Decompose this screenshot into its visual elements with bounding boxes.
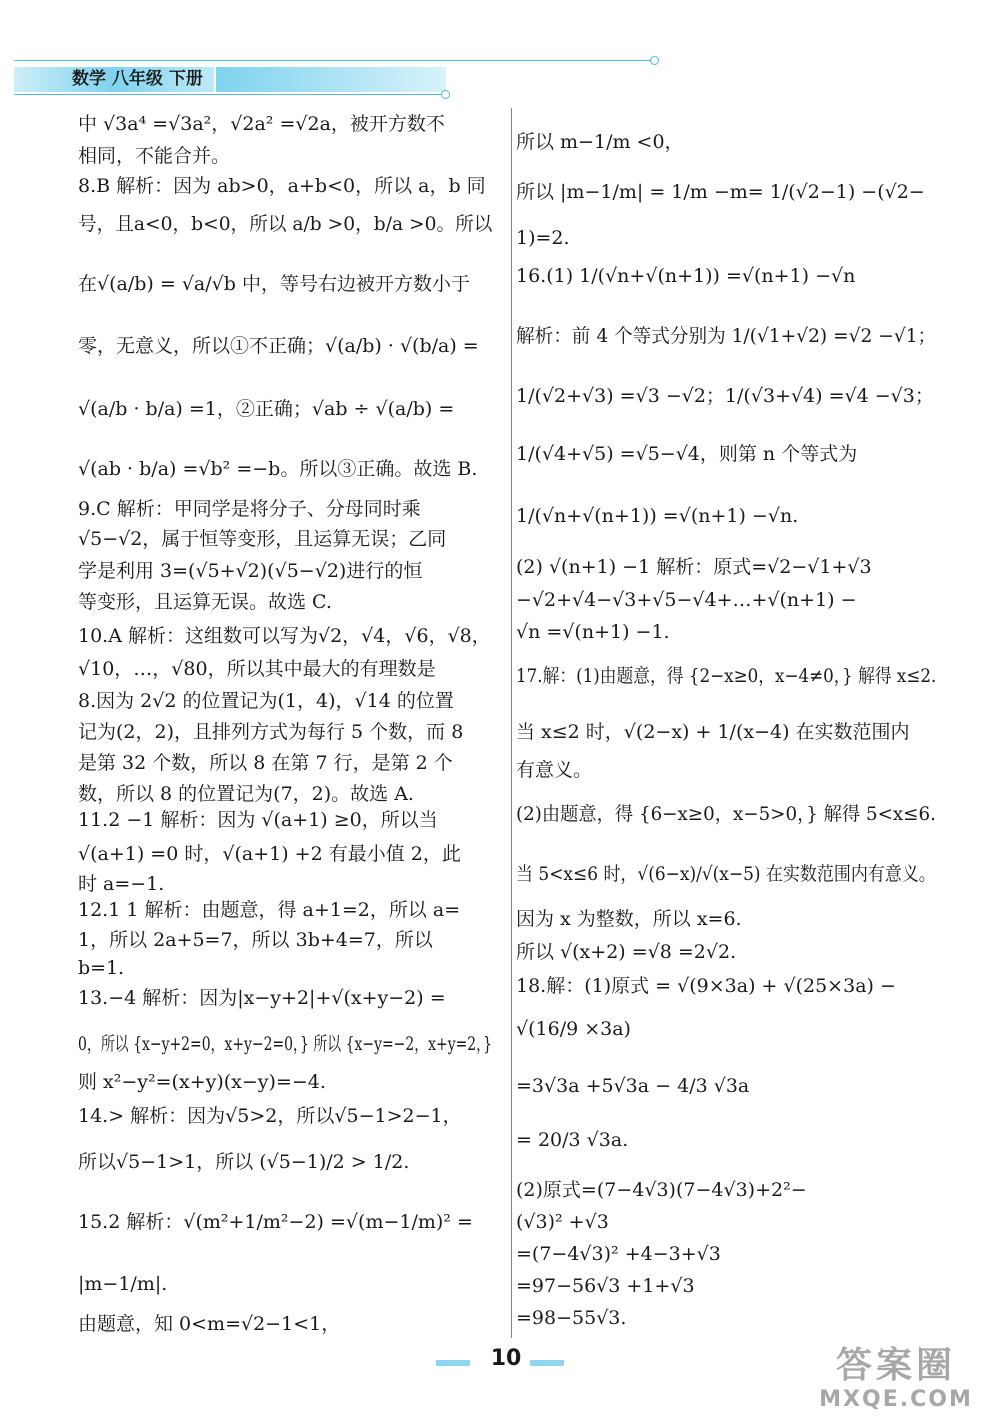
text-line: (2)原式=(7−4√3)(7−4√3)+2²− bbox=[516, 1179, 807, 1201]
text-line: 12.1 1 解析：由题意，得 a+1=2，所以 a= bbox=[78, 899, 461, 921]
text-line: √n =√(n+1) −1. bbox=[516, 621, 670, 643]
text-line: −√2+√4−√3+√5−√4+…+√(n+1) − bbox=[516, 589, 857, 611]
text-line: 所以√5−1>1，所以 (√5−1)/2 > 1/2. bbox=[78, 1151, 410, 1173]
text-line: 18.解：(1)原式 = √(9×3a) + √(25×3a) − bbox=[516, 975, 896, 997]
text-line: = 20/3 √3a. bbox=[516, 1129, 629, 1151]
text-line: 相同，不能合并。 bbox=[78, 145, 231, 167]
text-line: 15.2 解析：√(m²+1/m²−2) =√(m−1/m)² = bbox=[78, 1211, 473, 1233]
text-line: =97−56√3 +1+√3 bbox=[516, 1275, 695, 1297]
text-line: √(16/9 ×3a) bbox=[516, 1018, 631, 1040]
text-line: 1/(√n+√(n+1)) =√(n+1) −√n. bbox=[516, 505, 799, 527]
header-band-right bbox=[216, 67, 446, 92]
text-line: 8.B 解析：因为 ab>0，a+b<0，所以 a，b 同 bbox=[78, 175, 486, 197]
page-number-deco-left bbox=[436, 1360, 470, 1366]
text-line: √5−√2，属于恒等变形，且运算无误；乙同 bbox=[78, 528, 447, 550]
text-line: 所以 √(x+2) =√8 =2√2. bbox=[516, 941, 737, 963]
text-line: 则 x²−y²=(x+y)(x−y)=−4. bbox=[78, 1071, 326, 1093]
text-line: 当 5<x≤6 时，√(6−x)/√(x−5) 在实数范围内有意义。 bbox=[516, 863, 936, 885]
text-line: 16.(1) 1/(√n+√(n+1)) =√(n+1) −√n bbox=[516, 265, 856, 287]
text-line: √(a+1) =0 时，√(a+1) +2 有最小值 2，此 bbox=[78, 843, 461, 865]
text-line: 11.2 −1 解析：因为 √(a+1) ≥0，所以当 bbox=[78, 809, 438, 831]
text-line: (√3)² +√3 bbox=[516, 1211, 609, 1233]
text-line: 所以 m−1/m <0， bbox=[516, 131, 684, 153]
column-divider bbox=[511, 108, 512, 1338]
text-line: 零，无意义，所以①不正确；√(a/b) · √(b/a) = bbox=[78, 335, 479, 357]
text-line: 1，所以 2a+5=7，所以 3b+4=7，所以 bbox=[78, 929, 433, 951]
text-line: 9.C 解析：甲同学是将分子、分母同时乘 bbox=[78, 498, 421, 520]
text-line: 由题意，知 0<m=√2−1<1， bbox=[78, 1313, 341, 1335]
text-line: 14.> 解析：因为√5>2，所以√5−1>2−1， bbox=[78, 1105, 462, 1127]
text-line: 13.−4 解析：因为|x−y+2|+√(x+y−2) = bbox=[78, 987, 446, 1009]
text-line: 10.A 解析：这组数可以写为√2，√4，√6，√8， bbox=[78, 625, 491, 647]
text-line: b=1. bbox=[78, 957, 125, 979]
text-line: 是第 32 个数，所以 8 在第 7 行，是第 2 个 bbox=[78, 752, 453, 774]
text-line: 解析：前 4 个等式分别为 1/(√1+√2) =√2 −√1； bbox=[516, 325, 937, 347]
text-line: =(7−4√3)² +4−3+√3 bbox=[516, 1243, 721, 1265]
text-line: |m−1/m|. bbox=[78, 1273, 168, 1295]
text-line: 所以 |m−1/m| = 1/m −m= 1/(√2−1) −(√2− bbox=[516, 181, 925, 203]
text-line: 1/(√4+√5) =√5−√4，则第 n 个等式为 bbox=[516, 443, 858, 465]
text-line: 记为(2，2)，且排列方式为每行 5 个数，而 8 bbox=[78, 721, 464, 743]
watermark bbox=[806, 1344, 986, 1414]
text-line: =98−55√3. bbox=[516, 1307, 627, 1329]
text-line: √(ab · b/a) =√b² =−b。所以③正确。故选 B. bbox=[78, 458, 478, 480]
text-line: 因为 x 为整数，所以 x=6. bbox=[516, 908, 742, 930]
page-number-deco-right bbox=[530, 1360, 564, 1366]
text-line: 中 √3a⁴ =√3a²，√2a² =√2a，被开方数不 bbox=[78, 113, 445, 135]
text-line: 在√(a/b) = √a/√b 中，等号右边被开方数小于 bbox=[78, 273, 470, 295]
text-line: 数，所以 8 的位置记为(7，2)。故选 A. bbox=[78, 783, 414, 805]
header-rule-bottom-dot bbox=[441, 90, 450, 99]
text-line: 当 x≤2 时，√(2−x) + 1/(x−4) 在实数范围内 bbox=[516, 721, 910, 743]
header-title: 数学 八年级 下册 bbox=[72, 69, 203, 89]
text-line: √10，…，√80，所以其中最大的有理数是 bbox=[78, 658, 436, 680]
text-line: 学是利用 3=(√5+√2)(√5−√2)进行的恒 bbox=[78, 560, 423, 582]
text-line: 1/(√2+√3) =√3 −√2；1/(√3+√4) =√4 −√3； bbox=[516, 385, 934, 407]
header-rule-end-dot bbox=[650, 56, 659, 65]
header-rule-top bbox=[14, 60, 652, 61]
text-line: 时 a=−1. bbox=[78, 873, 165, 895]
text-line: 0，所以 {x−y+2=0，x+y−2=0，} 所以 {x−y=−2，x+y=2，} bbox=[78, 1033, 492, 1055]
text-line: (2)由题意，得 {6−x≥0，x−5>0，} 解得 5<x≤6. bbox=[516, 803, 936, 825]
text-line: 1)=2. bbox=[516, 227, 570, 249]
text-line: 等变形，且运算无误。故选 C. bbox=[78, 591, 332, 613]
header-rule-bottom bbox=[14, 94, 444, 95]
page-number: 10 bbox=[490, 1346, 522, 1371]
text-line: 有意义。 bbox=[516, 759, 593, 781]
watermark-main: 答案圈 bbox=[835, 1345, 956, 1386]
text-line: 8.因为 2√2 的位置记为(1，4)，√14 的位置 bbox=[78, 690, 454, 712]
text-line: √(a/b · b/a) =1，②正确；√ab ÷ √(a/b) = bbox=[78, 398, 455, 420]
watermark-sub: MXQE.COM bbox=[819, 1387, 973, 1412]
text-line: (2) √(n+1) −1 解析：原式=√2−√1+√3 bbox=[516, 556, 872, 578]
text-line: =3√3a +5√3a − 4/3 √3a bbox=[516, 1075, 750, 1097]
text-line: 17.解：(1)由题意，得 {2−x≥0，x−4≠0，} 解得 x≤2. bbox=[516, 665, 937, 687]
text-line: 号，且a<0，b<0，所以 a/b >0，b/a >0。所以 bbox=[78, 213, 493, 235]
